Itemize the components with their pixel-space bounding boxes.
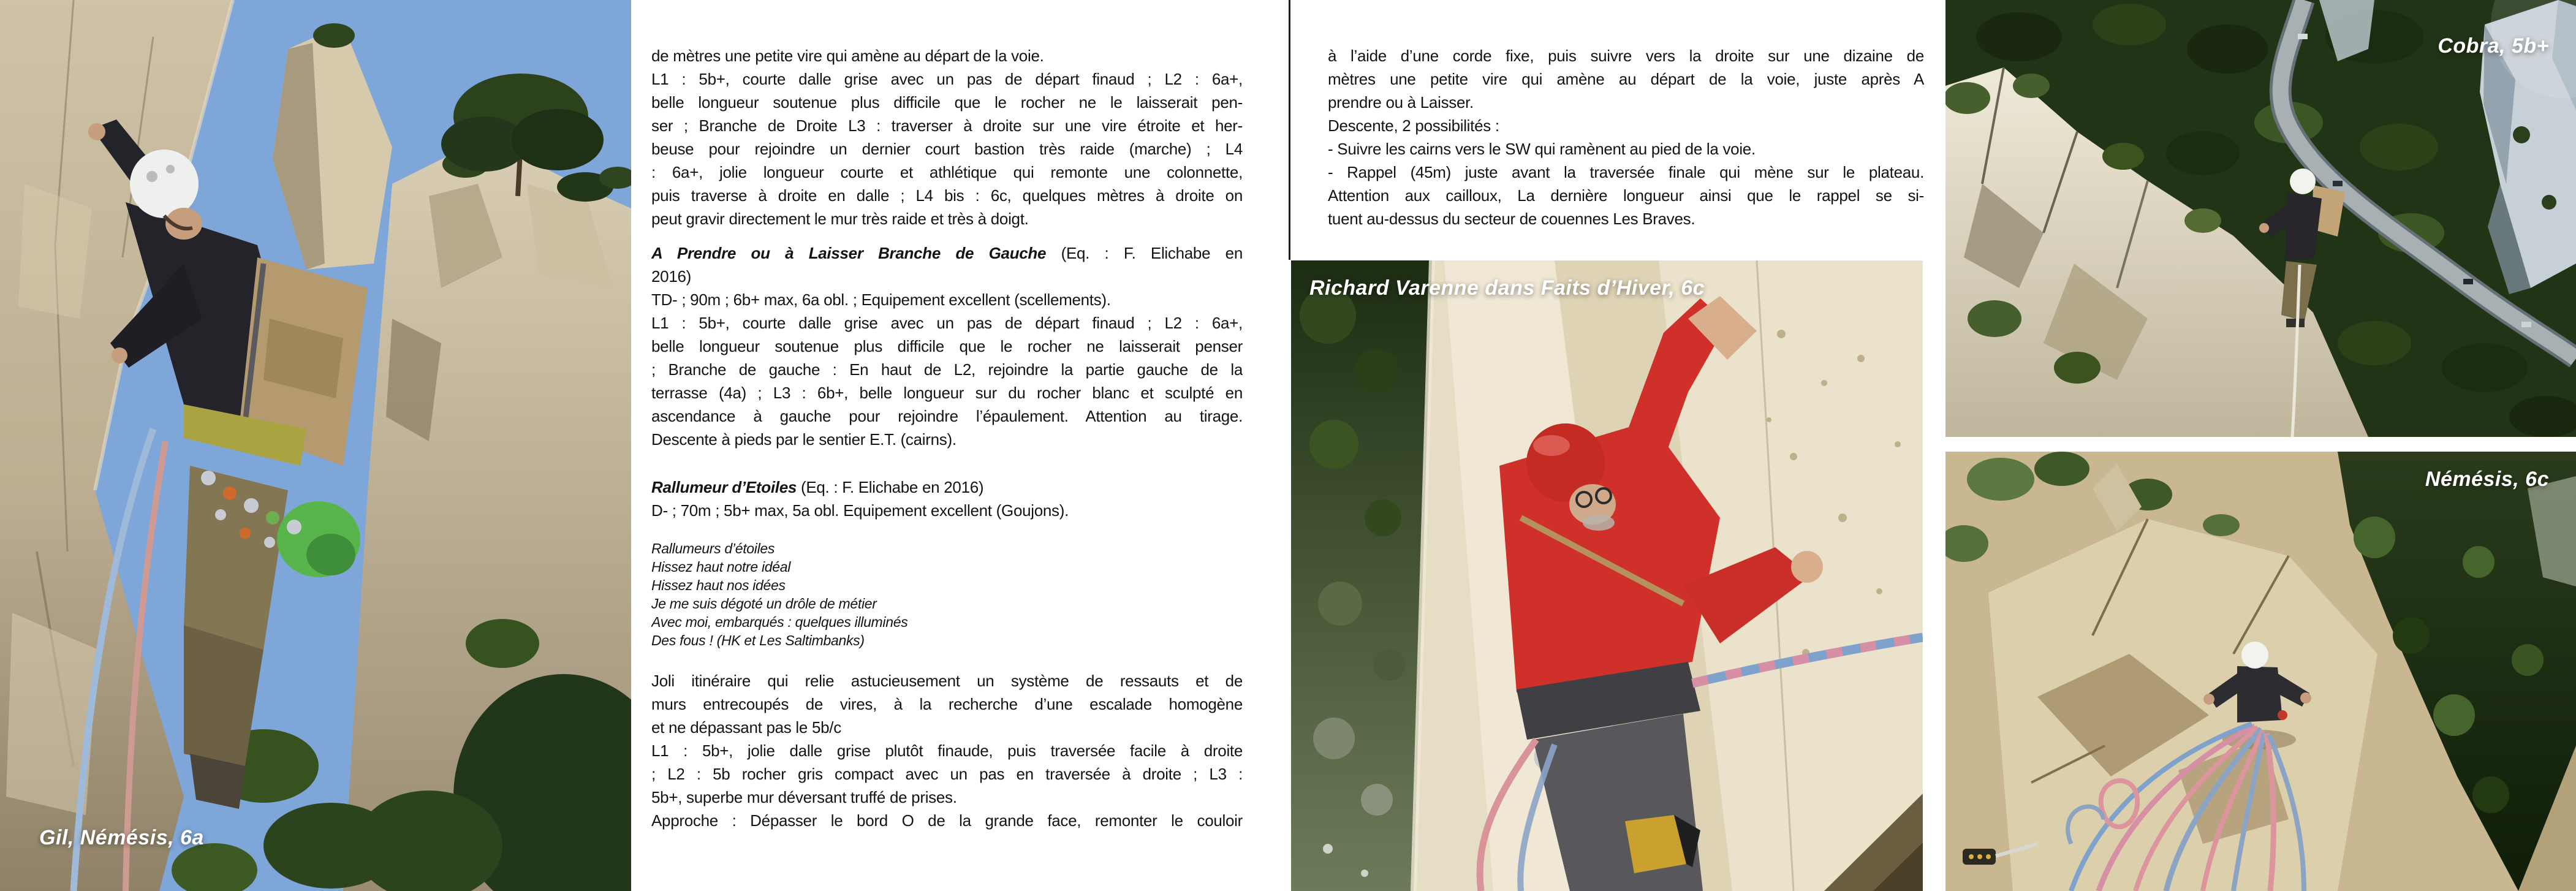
text-line: 5b+, superbe mur déversant truffé de prises. (651, 788, 957, 806)
text-line: TD- ; 90m ; 6b+ max, 6a obl. ; Equipement excellent (scellements). (651, 290, 1111, 309)
text-line: Approche : Dépasser le bord O de la grande face, remonter le couloir (651, 811, 1243, 830)
song-quote-paragraph (651, 539, 1243, 650)
text-line: et ne dépassant pas le 5b/c (651, 718, 841, 737)
text-line: ascendance à gauche pour rejoindre l’épaulement. Attention au tirage. (651, 407, 1243, 425)
text-line: Hissez haut notre idéal (651, 559, 791, 575)
top-right-photo-illustration (1945, 0, 2576, 437)
text-line: Rallumeurs d’étoiles (651, 540, 775, 556)
route-description-paragraph (651, 288, 1243, 311)
text-line: Rallumeur d’Etoiles (Eq. : F. Elichabe en 2016) (651, 478, 984, 496)
text-line: mètres une petite vire qui amène au départ de la voie, juste après A (1328, 70, 1924, 88)
text-line: 2016) (651, 267, 691, 286)
photo-bottom-right-nemesis (1945, 452, 2576, 891)
text-line: ; Branche de gauche : En haut de L2, rejoindre la partie gauche de la (651, 360, 1243, 379)
text-line: L1 : 5b+, courte dalle grise avec un pas de départ finaud ; L2 : 6a+, (651, 70, 1243, 88)
white-helmet (2290, 169, 2316, 194)
text-line: Hissez haut nos idées (651, 577, 786, 593)
text-line: - Suivre les cairns vers le SW qui ramènent au pied de la voie. (1328, 140, 1756, 158)
route-name: Rallumeur d’Etoiles (651, 478, 797, 496)
text-line: - Rappel (45m) juste avant la traversée finale qui mène sur le plateau. (1328, 163, 1924, 181)
text-line: Des fous ! (HK et Les Saltimbanks) (651, 632, 865, 648)
text-line: belle longueur soutenue plus difficile que le rocher ne le laisserait pen- (651, 93, 1243, 112)
car (2521, 322, 2531, 327)
text-line: ; L2 : 5b rocher gris compact avec un pas en traversée à droite ; L3 : (651, 765, 1243, 783)
text-line: peut gravir directement le mur très raide et très à doigt. (651, 210, 1029, 228)
text-line: A Prendre ou à Laisser Branche de Gauche (Eq. : F. Elichabe en (651, 244, 1243, 262)
text-line: de mètres une petite vire qui amène au départ de la voie. (651, 47, 1044, 65)
white-helmet (2241, 642, 2268, 669)
text-line: Avec moi, embarqués : quelques illuminés (651, 614, 908, 630)
route-description-paragraph (651, 499, 1243, 522)
caption-middle-photo: Richard Varenne dans Faits d’Hiver, 6c (1309, 276, 1705, 300)
text-line: tuent au-dessus du secteur de couennes Les Braves. (1328, 210, 1695, 228)
text-line: Descente, 2 possibilités : (1328, 116, 1499, 135)
bottom-right-photo-illustration (1945, 452, 2576, 891)
white-helmet (130, 150, 199, 218)
route-description-paragraph (651, 669, 1243, 832)
car (2298, 34, 2308, 39)
route-description-paragraph (651, 311, 1243, 451)
text-line: Descente à pieds par le sentier E.T. (cairns). (651, 430, 957, 449)
text-line: : 6a+, jolie longueur courte et athlétique qui remonte une colonnette, (651, 163, 1243, 181)
route-description-paragraph (1328, 44, 1924, 114)
caption-bottom-right-photo: Némésis, 6c (2425, 468, 2549, 491)
text-line: Attention aux cailloux, La dernière longueur ainsi que le rappel se si- (1328, 186, 1924, 205)
text-line: ser ; Branche de Droite L3 : traverser à droite sur une vire étroite et her- (651, 116, 1243, 135)
route-description-paragraph (1328, 137, 1924, 161)
text-line: puis traverse à droite en dalle ; L4 bis : 6c, quelques mètres à droite on (651, 186, 1243, 205)
route-description-paragraph (651, 67, 1243, 230)
text-line: prendre ou à Laisser. (1328, 93, 1474, 112)
text-line: murs entrecoupés de vires, à la recherche d’une escalade homogène (651, 695, 1243, 713)
car (2333, 181, 2343, 186)
route-description-paragraph (1328, 114, 1924, 137)
column-divider (1289, 0, 1290, 260)
route-description-paragraph (651, 44, 1243, 67)
text-line: Je me suis dégoté un drôle de métier (651, 596, 877, 612)
route-description-paragraph (651, 476, 1243, 499)
car (2463, 279, 2473, 284)
text-line: beuse pour rejoindre un dernier court bastion très raide (marche) ; L4 (651, 140, 1243, 158)
text-column-1 (651, 44, 1243, 832)
caption-top-right-photo: Cobra, 5b+ (2438, 34, 2549, 58)
route-description-paragraph (1328, 161, 1924, 230)
text-line: D- ; 70m ; 5b+ max, 5a obl. Equipement excellent (Goujons). (651, 501, 1069, 520)
photo-left-climber-nemesis (0, 0, 631, 891)
text-line: à l’aide d’une corde fixe, puis suivre vers la droite sur une dizaine de (1328, 47, 1924, 65)
text-line: L1 : 5b+, courte dalle grise avec un pas de départ finaud ; L2 : 6a+, (651, 314, 1243, 332)
photo-middle-richard-varenne (1291, 260, 1923, 891)
void-below (1291, 260, 1432, 891)
distant-crag (343, 147, 631, 891)
route-name: A Prendre ou à Laisser Branche de Gauche (651, 244, 1047, 262)
text-line: belle longueur soutenue plus difficile que le rocher ne laisserait penser (651, 337, 1243, 355)
photo-top-right-cobra (1945, 0, 2576, 437)
left-photo-illustration (0, 0, 631, 891)
caption-left-photo: Gil, Némésis, 6a (39, 826, 204, 849)
text-column-2 (1328, 44, 1924, 230)
route-description-paragraph (651, 241, 1243, 288)
text-line: Joli itinéraire qui relie astucieusement un système de ressauts et de (651, 672, 1243, 690)
text-line: terrasse (4a) ; L3 : 6b+, belle longueur sur du rocher blanc et sculpté en (651, 384, 1243, 402)
text-line: L1 : 5b+, jolie dalle grise plutôt finaude, puis traversée facile à droite (651, 741, 1243, 760)
middle-photo-illustration (1291, 260, 1923, 891)
